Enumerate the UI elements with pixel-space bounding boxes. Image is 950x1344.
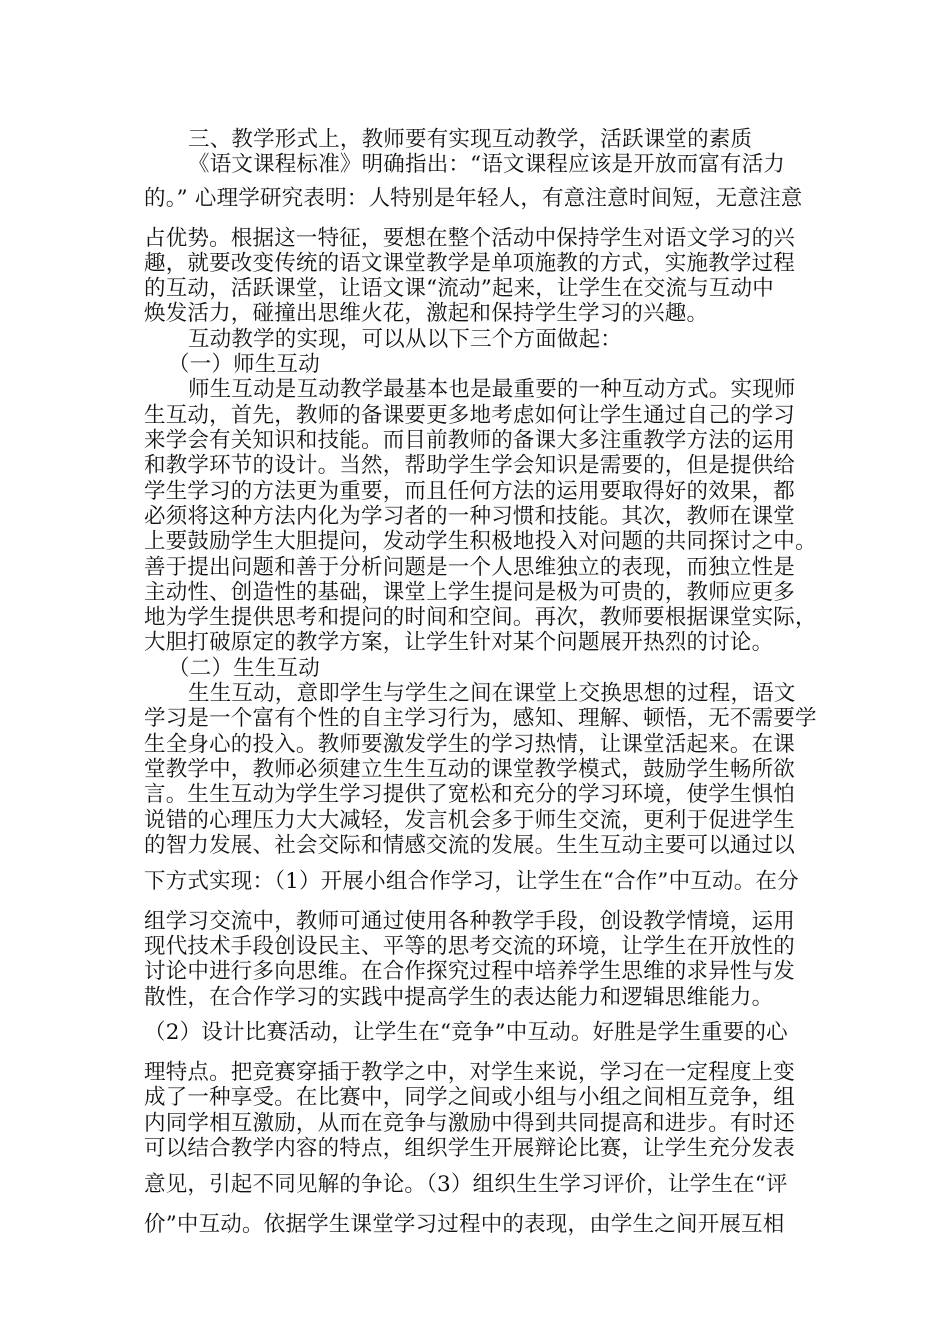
paragraph-line: 散性，在合作学习的实践中提高学生的表达能力和逻辑思维能力。: [144, 985, 774, 1010]
paragraph-line: 现代技术手段创设民主、平等的思考交流的环境，让学生在开放性的: [144, 934, 796, 959]
paragraph-line: 善于提出问题和善于分析问题是一个人思维独立的表现，而独立性是: [144, 555, 796, 580]
paragraph-line: 的智力发展、社会交际和情感交流的发展。生生互动主要可以通过以: [144, 833, 796, 858]
paragraph-line: 上要鼓励学生大胆提问，发动学生积极地投入对问题的共同探讨之中。: [144, 529, 817, 554]
paragraph-line: 生互动，首先，教师的备课要更多地考虑如何让学生通过自己的学习: [144, 403, 796, 428]
paragraph-line: 互动教学的实现，可以从以下三个方面做起：: [188, 327, 623, 352]
paragraph-line: 讨论中进行多向思维。在合作探究过程中培养学生思维的求异性与发: [144, 959, 796, 984]
paragraph-line: 学生学习的方法更为重要，而且任何方法的运用要取得好的效果，都: [144, 479, 796, 504]
paragraph-line: 意见，引起不同见解的争论。（3）组织生生学习评价，让学生在“评: [144, 1172, 788, 1197]
paragraph-line: 组学习交流中，教师可通过使用各种教学手段，创设教学情境，运用: [144, 909, 796, 934]
paragraph-line: 可以结合教学内容的特点，组织学生开展辩论比赛，让学生充分发表: [144, 1136, 796, 1161]
paragraph-line: 焕发活力，碰撞出思维火花，激起和保持学生学习的兴趣。: [144, 301, 709, 326]
paragraph-line: 下方式实现：（1）开展小组合作学习，让学生在“合作”中互动。在分: [144, 869, 799, 894]
paragraph-line: 成了一种享受。在比赛中，同学之间或小组与小组之间相互竞争，组: [144, 1085, 796, 1110]
paragraph-line: 理特点。把竞赛穿插于教学之中，对学生来说，学习在一定程度上变: [144, 1060, 796, 1085]
paragraph-line: 价”中互动。依据学生课堂学习过程中的表现，由学生之间开展互相: [144, 1212, 785, 1237]
paragraph-line: 生全身心的投入。教师要激发学生的学习热情，让课堂活起来。在课: [144, 732, 796, 757]
paragraph-line: 堂教学中，教师必须建立生生互动的课堂教学模式，鼓励学生畅所欲: [144, 757, 796, 782]
subsection-heading: （二）生生互动: [168, 656, 320, 681]
section-heading: 三、教学形式上，教师要有实现互动教学，活跃课堂的素质: [188, 127, 753, 152]
paragraph-line: 学习是一个富有个性的自主学习行为，感知、理解、顿悟，无不需要学: [144, 706, 817, 731]
paragraph-line: 言。生生互动为学生学习提供了宽松和充分的学习环境，使学生惧怕: [144, 782, 796, 807]
paragraph-line: 占优势。根据这一特征，要想在整个活动中保持学生对语文学习的兴: [144, 226, 796, 251]
paragraph-line: （2）设计比赛活动，让学生在“竞争”中互动。好胜是学生重要的心: [144, 1020, 788, 1045]
paragraph-line: 大胆打破原定的教学方案，让学生针对某个问题展开热烈的讨论。: [144, 630, 774, 655]
paragraph-line: 的。” 心理学研究表明：人特别是年轻人，有意注意时间短，无意注意: [144, 186, 803, 211]
paragraph-line: 师生互动是互动教学最基本也是最重要的一种互动方式。实现师: [188, 377, 796, 402]
paragraph-line: 的互动，活跃课堂，让语文课“流动”起来，让学生在交流与互动中: [144, 276, 774, 301]
paragraph-line: 来学会有关知识和技能。而目前教师的备课大多注重教学方法的运用: [144, 428, 796, 453]
paragraph-line: 地为学生提供思考和提问的时间和空间。再次，教师要根据课堂实际，: [144, 605, 817, 630]
paragraph-line: 主动性、创造性的基础，课堂上学生提问是极为可贵的，教师应更多: [144, 580, 796, 605]
paragraph-line: 生生互动，意即学生与学生之间在课堂上交换思想的过程，语文: [188, 681, 796, 706]
subsection-heading: （一）师生互动: [168, 352, 320, 377]
paragraph-line: 说错的心理压力大大减轻，发言机会多于师生交流，更利于促进学生: [144, 808, 796, 833]
paragraph-line: 《语文课程标准》明确指出：“语文课程应该是开放而富有活力: [188, 152, 786, 177]
paragraph-line: 和教学环节的设计。当然，帮助学生学会知识是需要的，但是提供给: [144, 453, 796, 478]
paragraph-line: 必须将这种方法内化为学习者的一种习惯和技能。其次，教师在课堂: [144, 504, 796, 529]
paragraph-line: 内同学相互激励，从而在竞争与激励中得到共同提高和进步。有时还: [144, 1111, 796, 1136]
paragraph-line: 趣，就要改变传统的语文课堂教学是单项施教的方式，实施教学过程: [144, 251, 796, 276]
